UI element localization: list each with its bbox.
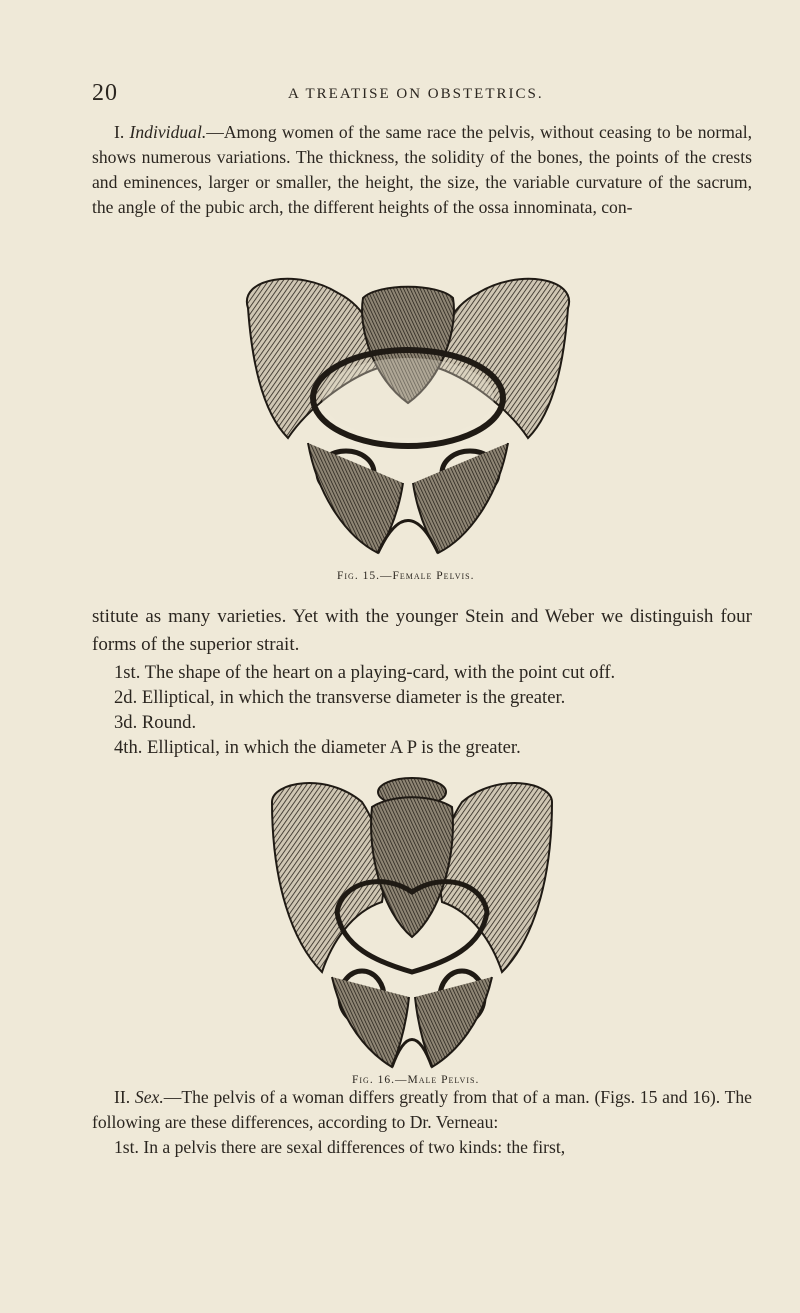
section-numeral: I.	[114, 122, 125, 142]
section-individual-paragraph	[92, 120, 752, 220]
form-item: 4th. Elliptical, in which the diameter A P is the greater.	[114, 737, 521, 758]
female-pelvis-figure	[228, 268, 588, 568]
section-heading: Sex.	[134, 1087, 164, 1107]
continuation-text: stitute as many varieties. Yet with the younger Stein and Weber we distinguish four forms of the superior strait.	[92, 606, 752, 655]
section-heading: Individual.	[129, 122, 207, 142]
page-header	[92, 80, 740, 108]
page-number: 20	[92, 80, 118, 106]
section-sex-paragraph	[92, 1085, 752, 1160]
form-item: 2d. Elliptical, in which the transverse diameter is the greater.	[114, 687, 566, 708]
figure-16-caption: Fig. 16.—Male Pelvis.	[352, 1074, 480, 1086]
continuation-paragraph	[92, 603, 752, 659]
running-title: A TREATISE ON OBSTETRICS.	[288, 86, 544, 102]
figure-15-caption: Fig. 15.—Female Pelvis.	[337, 570, 475, 582]
male-pelvis-figure	[232, 772, 592, 1072]
section-text: —The pelvis of a woman differs greatly from that of a man. (Figs. 15 and 16). The following are these differences, according to Dr. Verneau:	[92, 1087, 752, 1132]
section-numeral: II.	[114, 1087, 131, 1107]
first-difference-item: 1st. In a pelvis there are sexal differences of two kinds: the first,	[114, 1137, 566, 1157]
section-text: —Among women of the same race the pelvis, without ceasing to be normal, shows numerous variations. The thickness, the solidity of the bones, the points of the crests and eminences, larger or smaller, the height, the size, the variable curvature of the sacrum, the angle of the pubic arch, the different heights of the ossa innominata, con-	[92, 122, 752, 217]
form-item: 1st. The shape of the heart on a playing-card, with the point cut off.	[114, 662, 616, 683]
form-item: 3d. Round.	[114, 712, 197, 733]
